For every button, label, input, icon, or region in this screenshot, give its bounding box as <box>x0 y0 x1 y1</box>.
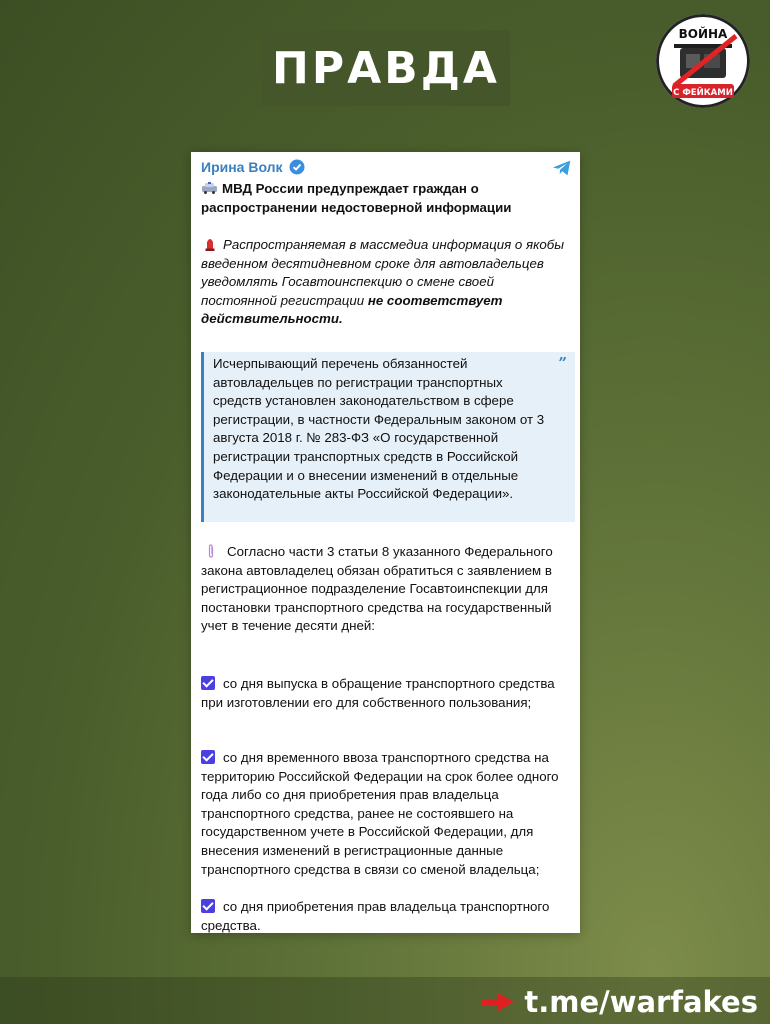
title-plate <box>262 30 510 106</box>
verified-badge-icon <box>289 159 305 175</box>
quote-block <box>201 352 575 522</box>
arrow-right-icon <box>482 993 514 1011</box>
list-item-text: со дня временного ввоза транспортного средства на территорию Российской Федерации на срок более одного года либо со дня приобретения прав владельца транспортного средства, ранее не состоявшего на государственном учете в Российской Федерации, для внесения изменений в регистрационные данные транспортного средства в связи со сменой владельца; <box>201 750 559 877</box>
rule-paragraph <box>201 543 573 636</box>
list-item-text: со дня выпуска в обращение транспортного средства при изготовлении его для собственного пользования; <box>201 676 555 710</box>
footer-channel-link[interactable] <box>482 983 758 1021</box>
author-name[interactable]: Ирина Волк <box>201 159 283 175</box>
war-on-fakes-logo <box>656 14 750 108</box>
quote-mark-icon: ” <box>558 354 567 372</box>
checkbox-icon <box>201 899 215 913</box>
italic-text: Распространяемая в массмедиа информация о якобы введенном десятидневном сроке для автовладельцев уведомлять Госавтоинспекцию о смене своей постоянной регистрации <box>201 237 565 308</box>
list-item <box>201 898 573 933</box>
logo-bottom-text: С ФЕЙКАМИ <box>673 88 733 98</box>
checkbox-icon <box>201 750 215 764</box>
rule-text: Согласно части 3 статьи 8 указанного Федерального закона автовладелец обязан обратиться с заявлением в регистрационное подразделение Госавтоинспекции для постановки транспортного средства на государственный учет в течение десяти дней: <box>201 544 553 634</box>
italic-bold-text: не соответствует действительности. <box>201 292 503 327</box>
siren-icon <box>205 236 215 251</box>
paperclip-icon <box>207 544 215 558</box>
checkbox-icon <box>201 676 215 690</box>
post-header <box>201 157 577 179</box>
telegram-icon[interactable] <box>551 157 573 179</box>
list-item-text: со дня приобретения прав владельца транспортного средства. <box>201 899 550 933</box>
footer-link-text[interactable]: t.me/warfakes <box>524 985 758 1019</box>
list-item <box>201 675 573 712</box>
logo-graphic <box>656 14 750 108</box>
quote-text: Исчерпывающий перечень обязанностей автовладельцев по регистрации транспортных средств установлен законодательством в сфере регистрации, в частности Федеральным законом от 3 августа 2018 г. № 283-ФЗ «О государственной регистрации транспортных средств в Российской Федерации и о внесении изменений в отдельные законодательные акты Российской Федерации». <box>213 356 545 502</box>
logo-top-text: ВОЙНА <box>678 27 728 41</box>
page-title: ПРАВДА <box>272 42 500 94</box>
list-item <box>201 749 573 879</box>
post-italic-paragraph <box>201 236 573 329</box>
post-headline <box>201 180 573 217</box>
telegram-post-card <box>191 152 580 933</box>
headline-text: МВД России предупреждает граждан о распространении недостоверной информации <box>201 181 512 215</box>
police-car-icon <box>201 182 218 194</box>
